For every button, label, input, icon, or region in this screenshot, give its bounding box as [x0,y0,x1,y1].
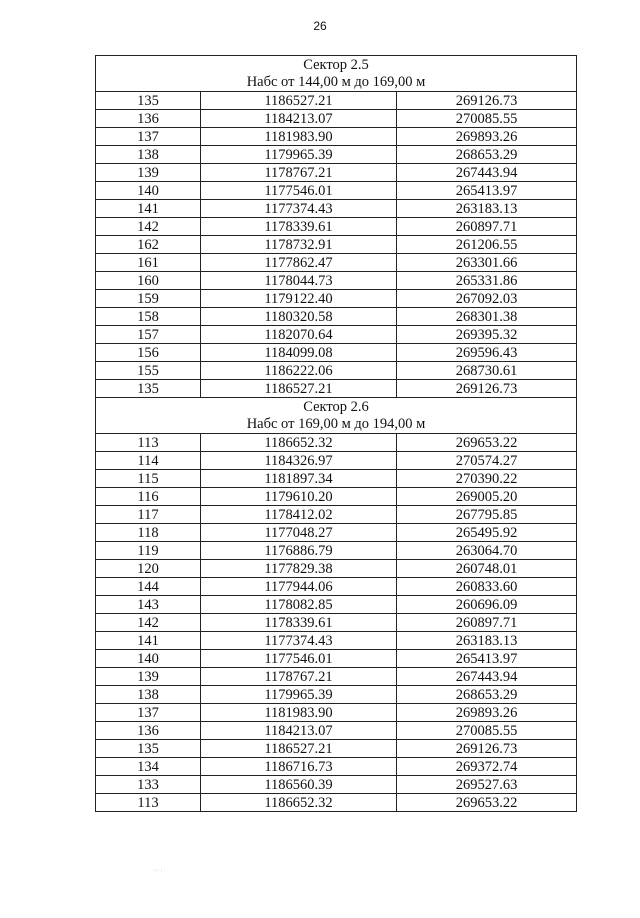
coordinate-y: 263183.13 [397,632,577,650]
coordinate-y: 267443.94 [397,668,577,686]
coordinate-x: 1177546.01 [201,182,397,200]
coordinate-y: 268301.38 [397,308,577,326]
coordinate-y: 263064.70 [397,542,577,560]
point-number: 159 [96,290,201,308]
coordinate-x: 1186560.39 [201,776,397,794]
point-number: 142 [96,218,201,236]
point-number: 144 [96,578,201,596]
point-number: 137 [96,128,201,146]
table-row [96,596,577,614]
coordinate-x: 1179965.39 [201,146,397,164]
coordinate-x: 1178412.02 [201,506,397,524]
coordinate-x: 1186527.21 [201,92,397,110]
coordinate-y: 265495.92 [397,524,577,542]
table-row [96,704,577,722]
coordinate-x: 1179965.39 [201,686,397,704]
coordinate-y: 269893.26 [397,128,577,146]
table-row [96,344,577,362]
coordinate-x: 1178082.85 [201,596,397,614]
coordinate-x: 1178044.73 [201,272,397,290]
table-row [96,614,577,632]
coordinate-y: 270574.27 [397,452,577,470]
coordinate-x: 1186527.21 [201,740,397,758]
coordinate-x: 1178339.61 [201,614,397,632]
point-number: 162 [96,236,201,254]
coordinate-x: 1182070.64 [201,326,397,344]
coordinate-x: 1180320.58 [201,308,397,326]
table-row [96,632,577,650]
coordinate-y: 269653.22 [397,434,577,452]
coordinate-y: 260696.09 [397,596,577,614]
table-row [96,380,577,398]
coordinate-y: 268730.61 [397,362,577,380]
point-number: 139 [96,668,201,686]
table-row [96,92,577,110]
coordinate-y: 269527.63 [397,776,577,794]
point-number: 140 [96,650,201,668]
point-number: 133 [96,776,201,794]
coordinate-x: 1181897.34 [201,470,397,488]
table-row [96,740,577,758]
table-row [96,110,577,128]
coordinate-y: 260897.71 [397,614,577,632]
table-row [96,182,577,200]
coordinate-x: 1176886.79 [201,542,397,560]
coordinate-x: 1179122.40 [201,290,397,308]
sector-header-row [96,398,577,434]
coordinate-y: 269126.73 [397,740,577,758]
coordinate-y: 269395.32 [397,326,577,344]
point-number: 120 [96,560,201,578]
table-row [96,470,577,488]
table-row [96,326,577,344]
table-row [96,542,577,560]
point-number: 135 [96,92,201,110]
coordinate-x: 1177944.06 [201,578,397,596]
sector-header [96,56,577,92]
table-row [96,758,577,776]
table-row [96,776,577,794]
coordinate-x: 1179610.20 [201,488,397,506]
coordinate-y: 269653.22 [397,794,577,812]
point-number: 114 [96,452,201,470]
point-number: 156 [96,344,201,362]
coordinate-x: 1177374.43 [201,200,397,218]
coordinate-y: 267092.03 [397,290,577,308]
table-row [96,488,577,506]
coordinate-y: 263183.13 [397,200,577,218]
point-number: 136 [96,722,201,740]
table-row [96,452,577,470]
coordinate-y: 269005.20 [397,488,577,506]
table-row [96,290,577,308]
coordinate-x: 1177862.47 [201,254,397,272]
point-number: 141 [96,200,201,218]
coordinate-y: 263301.66 [397,254,577,272]
coordinate-y: 267443.94 [397,164,577,182]
coordinate-x: 1177829.38 [201,560,397,578]
point-number: 139 [96,164,201,182]
point-number: 119 [96,542,201,560]
table-row [96,668,577,686]
point-number: 158 [96,308,201,326]
point-number: 113 [96,794,201,812]
point-number: 141 [96,632,201,650]
coordinate-y: 268653.29 [397,146,577,164]
point-number: 134 [96,758,201,776]
table-row [96,524,577,542]
sector-title: Сектор 2.6 [303,398,369,415]
coordinate-x: 1186652.32 [201,794,397,812]
coordinate-x: 1178339.61 [201,218,397,236]
table-row [96,236,577,254]
table-row [96,164,577,182]
table-row [96,722,577,740]
sector-height-range: Набс от 144,00 м до 169,00 м [246,73,426,90]
table-row [96,686,577,704]
coordinate-x: 1178767.21 [201,164,397,182]
coordinate-x: 1177048.27 [201,524,397,542]
point-number: 140 [96,182,201,200]
coordinate-y: 260833.60 [397,578,577,596]
coordinate-y: 265413.97 [397,650,577,668]
point-number: 137 [96,704,201,722]
sector-title: Сектор 2.5 [303,56,369,73]
point-number: 138 [96,146,201,164]
coordinate-x: 1181983.90 [201,704,397,722]
point-number: 118 [96,524,201,542]
table-row [96,308,577,326]
point-number: 143 [96,596,201,614]
point-number: 157 [96,326,201,344]
point-number: 135 [96,740,201,758]
coordinate-y: 268653.29 [397,686,577,704]
point-number: 136 [96,110,201,128]
coordinate-x: 1177374.43 [201,632,397,650]
coordinate-y: 269893.26 [397,704,577,722]
coordinate-y: 270390.22 [397,470,577,488]
coordinate-x: 1186527.21 [201,380,397,398]
coordinates-table [95,55,577,812]
coordinate-y: 269126.73 [397,92,577,110]
table-row [96,200,577,218]
sector-header [96,398,577,434]
point-number: 116 [96,488,201,506]
point-number: 142 [96,614,201,632]
point-number: 135 [96,380,201,398]
coordinate-x: 1181983.90 [201,128,397,146]
coordinate-y: 270085.55 [397,110,577,128]
coordinate-x: 1177546.01 [201,650,397,668]
table-row [96,506,577,524]
table-row [96,650,577,668]
coordinate-x: 1184213.07 [201,110,397,128]
coordinate-y: 269596.43 [397,344,577,362]
table-row [96,272,577,290]
coordinate-x: 1186652.32 [201,434,397,452]
point-number: 113 [96,434,201,452]
coordinate-y: 270085.55 [397,722,577,740]
table-row [96,362,577,380]
point-number: 161 [96,254,201,272]
point-number: 117 [96,506,201,524]
coordinate-y: 261206.55 [397,236,577,254]
coordinate-x: 1184326.97 [201,452,397,470]
page-number: 26 [313,19,327,33]
table-row [96,218,577,236]
table-row [96,146,577,164]
sector-header-row [96,56,577,92]
coordinate-y: 265413.97 [397,182,577,200]
point-number: 138 [96,686,201,704]
coordinate-x: 1186716.73 [201,758,397,776]
coordinate-y: 267795.85 [397,506,577,524]
point-number: 160 [96,272,201,290]
coordinate-y: 260897.71 [397,218,577,236]
coordinate-y: 269126.73 [397,380,577,398]
table-row [96,578,577,596]
coordinate-y: 269372.74 [397,758,577,776]
coordinate-x: 1178767.21 [201,668,397,686]
table-row [96,434,577,452]
scan-artifact: ·:·:· [152,868,167,874]
table-row [96,254,577,272]
coordinate-x: 1184099.08 [201,344,397,362]
table-row [96,128,577,146]
coordinate-y: 260748.01 [397,560,577,578]
table-row [96,560,577,578]
coordinates-table-body [96,56,577,812]
table-row [96,794,577,812]
coordinate-y: 265331.86 [397,272,577,290]
sector-height-range: Набс от 169,00 м до 194,00 м [246,415,426,432]
point-number: 115 [96,470,201,488]
coordinate-x: 1184213.07 [201,722,397,740]
coordinate-x: 1186222.06 [201,362,397,380]
point-number: 155 [96,362,201,380]
coordinate-x: 1178732.91 [201,236,397,254]
